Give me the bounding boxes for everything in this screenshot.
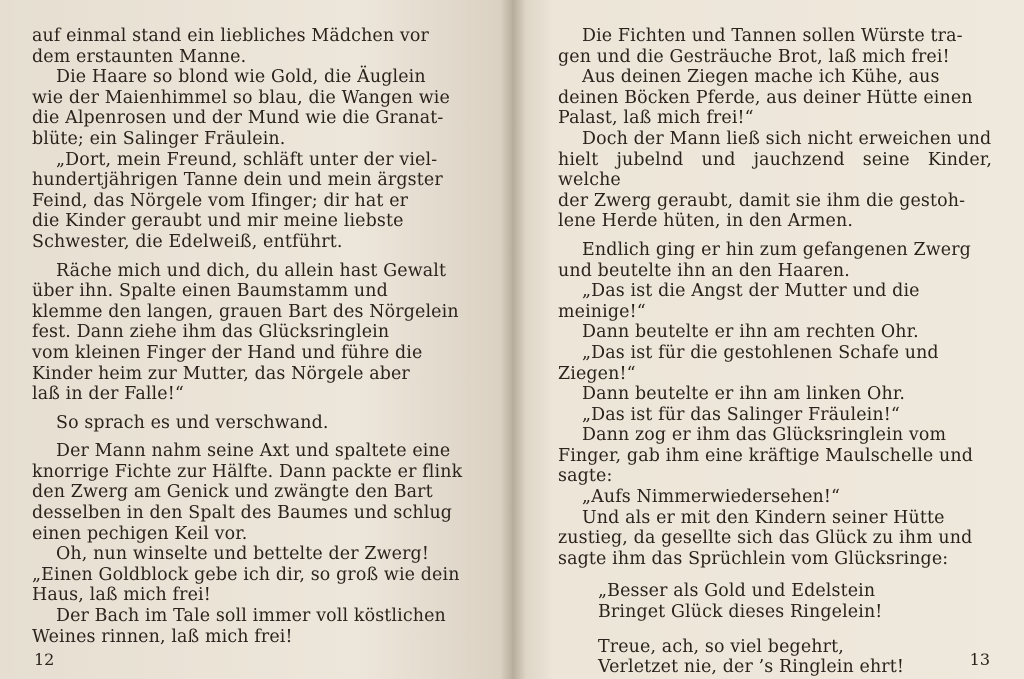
text-line: dem erstaunten Manne.	[32, 46, 247, 67]
verse	[598, 581, 992, 677]
text-line: deinen Böcken Pferde, aus deiner Hütte einen	[558, 87, 973, 108]
verse-line: Verletzet nie, der ’s Ringlein ehrt!	[598, 657, 905, 678]
text-line: die Kinder geraubt und mir meine liebste	[32, 211, 404, 232]
page-number: 13	[969, 650, 990, 669]
book-gutter	[500, 0, 526, 679]
text-line: meinige!“	[558, 301, 646, 322]
text-line: knorrige Fichte zur Hälfte. Dann packte er flink	[32, 461, 463, 482]
text-line: lene Herde hüten, in den Armen.	[558, 211, 854, 232]
text-line: der Zwerg geraubt, damit sie ihm die gestoh-	[558, 190, 966, 211]
text-line: „Das ist für die gestohlenen Schafe und	[582, 342, 939, 363]
text-line: wie der Maienhimmel so blau, die Wangen wie	[32, 87, 450, 108]
text-line: sagte ihm das Sprüchlein vom Glücksringe:	[558, 548, 949, 569]
page-number: 12	[34, 650, 55, 669]
right-page	[512, 0, 1024, 679]
text-line: klemme den langen, grauen Bart des Nörgelein	[32, 301, 459, 322]
text-line: die Alpenrosen und der Mund wie die Granat-	[32, 108, 444, 129]
text-line: So sprach es und verschwand.	[56, 412, 329, 433]
verse-line: Bringet Glück dieses Ringelein!	[598, 602, 883, 623]
text-line: Weines rinnen, laß mich frei!	[32, 626, 293, 647]
text-line: „Aufs Nimmerwiedersehen!“	[582, 487, 841, 508]
text-line: einen pechigen Keil vor.	[32, 523, 248, 544]
text-line: hundertjährigen Tanne dein und mein ärgster	[32, 170, 443, 191]
text-line: auf einmal stand ein liebliches Mädchen vor	[32, 26, 429, 46]
text-line: hielt jubelnd und jauchzend seine Kinder, welche	[558, 149, 992, 191]
text-line: Der Bach im Tale soll immer voll köstlichen	[56, 606, 446, 627]
text-line: „Dort, mein Freund, schläft unter der viel-	[56, 149, 438, 170]
text-line: Dann beutelte er ihn am rechten Ohr.	[582, 322, 919, 343]
text-line: Schwester, die Edelweiß, entführt.	[32, 231, 343, 252]
text-line: Der Mann nahm seine Axt und spaltete eine	[56, 441, 451, 462]
text-line: vom kleinen Finger der Hand und führe die	[32, 342, 423, 363]
right-page-text	[558, 26, 992, 678]
text-line: „Das ist die Angst der Mutter und die	[582, 281, 920, 302]
left-page-text	[32, 26, 468, 647]
text-line: Dann beutelte er ihn am linken Ohr.	[582, 384, 906, 405]
text-line: „Das ist für das Salinger Fräulein!“	[582, 404, 900, 425]
text-line: „Einen Goldblock gebe ich dir, so groß wie dein	[32, 564, 460, 585]
text-line: blüte; ein Salinger Fräulein.	[32, 128, 286, 149]
text-line: Palast, laß mich frei!“	[558, 108, 754, 129]
text-line: gen und die Gesträuche Brot, laß mich frei!	[558, 46, 950, 67]
text-line: Die Fichten und Tannen sollen Würste tra-	[582, 26, 963, 46]
text-line: Ziegen!“	[558, 363, 636, 384]
text-line: Räche mich und dich, du allein hast Gewalt	[56, 260, 447, 281]
text-line: Doch der Mann ließ sich nicht erweichen und	[582, 128, 992, 149]
text-line: und beutelte ihn an den Haaren.	[558, 260, 850, 281]
text-line: Dann zog er ihm das Glücksringlein vom	[582, 425, 947, 446]
text-line: Und als er mit den Kindern seiner Hütte	[582, 507, 945, 528]
text-line: den Zwerg am Genick und zwängte den Bart	[32, 482, 433, 503]
text-line: Haus, laß mich frei!	[32, 585, 211, 606]
text-line: Endlich ging er hin zum gefangenen Zwerg	[582, 239, 971, 260]
text-line: Die Haare so blond wie Gold, die Äuglein	[56, 67, 426, 88]
text-line: über ihn. Spalte einen Baumstamm und	[32, 281, 388, 302]
text-line: Aus deinen Ziegen mache ich Kühe, aus	[582, 67, 940, 88]
verse-line: Treue, ach, so viel begehrt,	[598, 636, 844, 657]
text-line: zustieg, da gesellte sich das Glück zu ihm und	[558, 528, 973, 549]
text-line: desselben in den Spalt des Baumes und schlug	[32, 503, 453, 524]
text-line: Oh, nun winselte und bettelte der Zwerg!	[56, 544, 429, 565]
verse-line: „Besser als Gold und Edelstein	[598, 581, 876, 602]
text-line: laß in der Falle!“	[32, 384, 184, 405]
text-line: Kinder heim zur Mutter, das Nörgele aber	[32, 363, 410, 384]
text-line: Feind, das Nörgele vom Ifinger; dir hat er	[32, 190, 409, 211]
text-line: Finger, gab ihm eine kräftige Maulschelle und	[558, 445, 974, 466]
text-line: fest. Dann ziehe ihm das Glücksringlein	[32, 322, 390, 343]
text-line: sagte:	[558, 466, 613, 487]
